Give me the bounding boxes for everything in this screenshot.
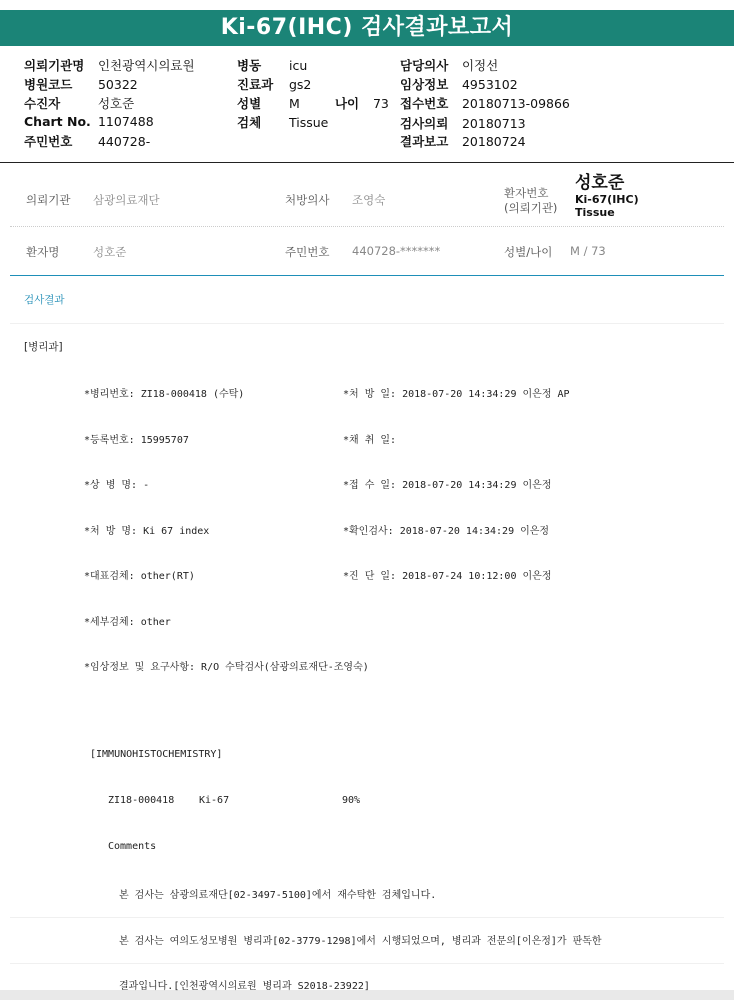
comment-2: 본 검사는 여의도성모병원 병리과[02-3779-1298]에서 시행되었으며, 병리과 전문의[이은정]가 판독한 — [119, 936, 602, 947]
ward-value: icu — [288, 58, 308, 73]
patient-rrn-label: 주민번호 — [285, 245, 330, 259]
receipt-no-field — [400, 94, 570, 112]
ward-field — [237, 56, 307, 74]
request-date-value: 20180713 — [461, 116, 526, 131]
req-org-value: 삼광의료재단 — [93, 193, 160, 207]
disease-name: *상 병 명: - — [84, 480, 150, 491]
prescriber-value: 조영숙 — [352, 193, 386, 207]
prescriber-label: 처방의사 — [285, 193, 330, 207]
pathology-dept: [병리과] — [24, 341, 63, 353]
results-divider — [10, 275, 724, 276]
main-specimen: *대표검체: other(RT) — [84, 571, 195, 582]
req-org-label: 의뢰기관 — [26, 193, 71, 207]
collected-date: *채 취 일: — [343, 435, 397, 446]
comment-line-2 — [10, 963, 724, 964]
sub-specimen: *세부검체: other — [84, 617, 171, 628]
dept-field — [237, 75, 311, 93]
hospital-code-field — [24, 75, 138, 93]
confirmed-date: *확인검사: 2018-07-20 14:34:29 이은정 — [343, 526, 550, 537]
report-title: Ki-67(IHC) 검사결과보고서 — [0, 10, 734, 46]
institution-field — [24, 56, 195, 74]
specimen-value: Tissue — [288, 115, 329, 130]
institution-label: 의뢰기관명 — [24, 58, 85, 73]
rrn-label: 주민번호 — [24, 134, 73, 149]
chart-no-value: 1107488 — [97, 114, 154, 129]
examinee-field — [24, 94, 134, 112]
patient-no-label: 환자번호 — [504, 186, 549, 200]
report-date-field — [400, 132, 526, 150]
dept-value: gs2 — [288, 77, 312, 92]
patient-name-label: 환자명 — [26, 245, 60, 259]
examinee-value: 성호준 — [97, 96, 135, 111]
stamp-name: 성호준 — [575, 173, 625, 193]
specimen-field — [237, 113, 328, 131]
sex-age-label: 성별/나이 — [504, 245, 553, 259]
rrn-field — [24, 132, 150, 150]
institution-value: 인천광역시의료원 — [97, 58, 195, 73]
stamp-specimen: Tissue — [575, 206, 615, 219]
request-date-label: 검사의뢰 — [400, 116, 449, 131]
sex-label: 성별 — [237, 96, 262, 111]
examinee-label: 수진자 — [24, 96, 61, 111]
received-date: *접 수 일: 2018-07-20 14:34:29 이은정 — [343, 480, 552, 491]
doctor-field — [400, 56, 498, 74]
ihc-id: ZI18-000418 — [108, 795, 175, 806]
ihc-value: 90% — [342, 795, 361, 806]
report-date-value: 20180724 — [461, 134, 526, 149]
sex-value: M — [288, 96, 300, 111]
rrn-value: 440728- — [97, 134, 151, 149]
stamp-test: Ki-67(IHC) — [575, 193, 639, 206]
comment-line-1 — [10, 917, 724, 918]
hospital-code-value: 50322 — [97, 77, 138, 92]
dept-label: 진료과 — [237, 77, 274, 92]
results-title-line — [10, 323, 724, 324]
request-date-field — [400, 114, 526, 132]
doctor-label: 담당의사 — [400, 58, 449, 73]
age-label: 나이 — [334, 96, 360, 111]
comments-label: Comments — [108, 841, 157, 852]
clinical-field — [400, 75, 518, 93]
patient-stamp — [575, 168, 639, 219]
clinical-label: 임상정보 — [400, 77, 449, 92]
pathology-no: *병리번호: ZI18-000418 (수탁) — [84, 389, 245, 400]
comment-1: 본 검사는 삼광의료재단[02-3497-5100]에서 재수탁한 검체입니다. — [119, 890, 437, 901]
receipt-no-value: 20180713-09866 — [461, 96, 570, 111]
comment-3: 결과입니다.[인천광역시의료원 병리과 S2018-23922] — [119, 981, 370, 992]
report-date-label: 결과보고 — [400, 134, 449, 149]
hospital-code-label: 병원코드 — [24, 77, 73, 92]
prescription-name: *처 방 명: Ki 67 index — [84, 526, 210, 537]
info-divider — [10, 226, 724, 227]
sex-age-value: M / 73 — [570, 244, 606, 258]
age-value: 73 — [372, 96, 389, 111]
registration-no: *등록번호: 15995707 — [84, 435, 189, 446]
prescribed-date: *처 방 일: 2018-07-20 14:34:29 이은정 AP — [343, 389, 570, 400]
patient-rrn-value: 440728-******* — [352, 244, 441, 258]
ward-label: 병동 — [237, 58, 262, 73]
ihc-marker: Ki-67 — [199, 795, 230, 806]
doctor-value: 이정선 — [461, 58, 499, 73]
clinical-request: *임상정보 및 요구사항: R/O 수탁검사(삼광의료재단-조영숙) — [84, 662, 369, 673]
specimen-label: 검체 — [237, 115, 262, 130]
chart-no-label: Chart No. — [24, 114, 91, 129]
receipt-no-label: 접수번호 — [400, 96, 449, 111]
header-divider — [0, 162, 734, 163]
chart-no-field — [24, 114, 154, 129]
sex-field — [237, 94, 389, 112]
diagnosed-date: *진 단 일: 2018-07-24 10:12:00 이은정 — [343, 571, 552, 582]
ihc-title: [IMMUNOHISTOCHEMISTRY] — [90, 749, 223, 760]
patient-name-value: 성호준 — [93, 245, 127, 259]
clinical-value: 4953102 — [461, 77, 518, 92]
patient-no-sub: (의뢰기관) — [504, 201, 558, 215]
results-title: 검사결과 — [24, 294, 65, 306]
